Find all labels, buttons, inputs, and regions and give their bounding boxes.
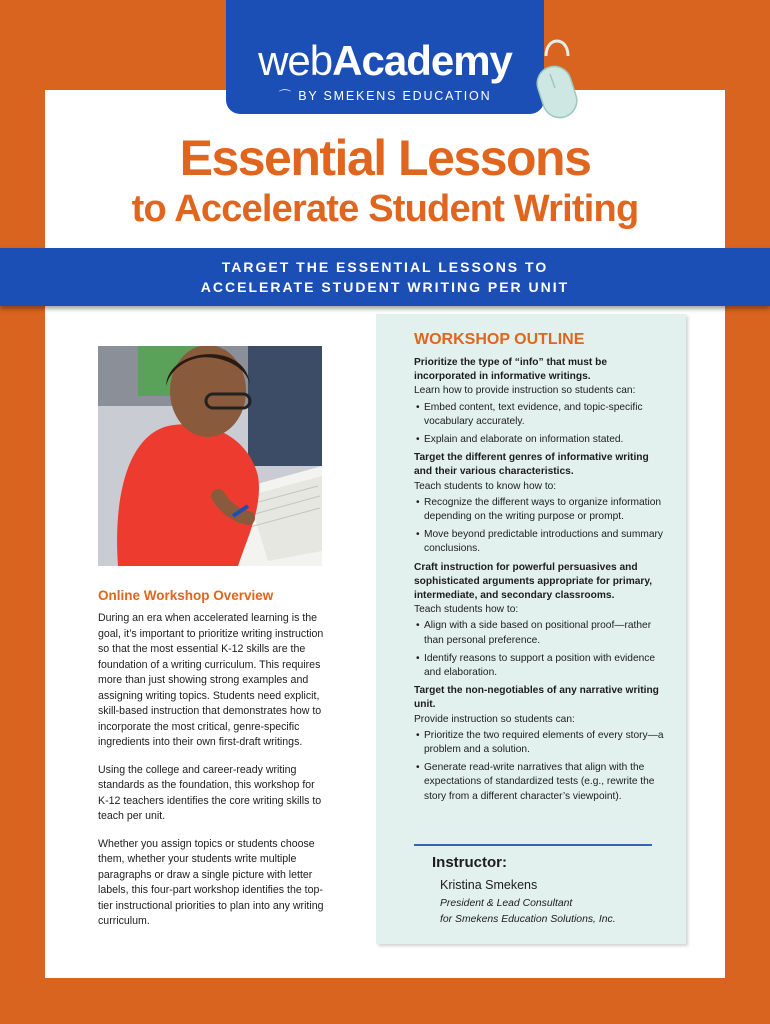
webacademy-logo — [226, 0, 544, 114]
overview-heading: Online Workshop Overview — [98, 588, 274, 603]
banner-line-2: ACCELERATE STUDENT WRITING PER UNIT — [200, 279, 570, 295]
overview-section — [98, 588, 326, 942]
outline-section — [414, 451, 664, 556]
section-intro: Learn how to provide instruction so students can: — [414, 385, 636, 397]
divider — [414, 844, 652, 846]
outline-heading: WORKSHOP OUTLINE — [414, 331, 585, 348]
student-writing-photo — [98, 346, 322, 566]
outline-section — [414, 356, 664, 447]
list-item: • Align with a side based on positional proof—rather than personal preference. — [414, 619, 664, 647]
instructor-role: President & Lead Consultant for Smekens Education Solutions, Inc. — [440, 898, 616, 925]
instructor-name: Kristina Smekens — [440, 878, 538, 892]
logo-web-text: web — [258, 37, 333, 84]
section-heading: Target the non-negotiables of any narrative writing unit. — [414, 685, 659, 711]
overview-paragraph: During an era when accelerated learning is the goal, it’s important to prioritize writing instruction so that the most essential K-12 skills are the foundation of a writing curriculum. This requires more than just showing strong examples and assigning writing topics. Students need explicit, skill-based instruction that demonstrates how to incorporate the most critical, genre-specific ingredients into their own first-draft writings. — [98, 612, 324, 748]
list-item: • Recognize the different ways to organize information depending on the writing purpose or prompt. — [414, 496, 664, 524]
outline-body — [414, 356, 664, 808]
section-intro: Provide instruction so students can: — [414, 713, 575, 725]
section-intro: Teach students to know how to: — [414, 480, 557, 492]
logo-academy-text: Academy — [332, 37, 512, 84]
logo-subtitle: ⌒ BY SMEKENS EDUCATION — [278, 89, 492, 103]
section-intro: Teach students how to: — [414, 604, 519, 616]
section-heading: Target the different genres of informative writing and their various characteristics. — [414, 452, 649, 478]
section-heading: Craft instruction for powerful persuasives and sophisticated arguments appropriate for primary, intermediate, and secondary classrooms. — [414, 561, 653, 602]
outline-section — [414, 561, 664, 681]
workshop-outline-panel — [376, 314, 686, 944]
section-heading: Prioritize the type of “info” that must be incorporated in informative writings. — [414, 357, 608, 383]
target-banner — [0, 248, 770, 306]
main-title: Essential Lessons — [179, 130, 591, 186]
list-item: • Prioritize the two required elements of every story—a problem and a solution. — [414, 729, 664, 757]
state-outline-icon: ⌒ — [278, 89, 293, 103]
computer-mouse-icon — [532, 26, 584, 122]
overview-paragraph: Whether you assign topics or students choose them, whether your students write multiple paragraphs or draw a single picture with letter labels, this four-part workshop identifies the top-tier instructional priorities to plan into any writing curriculum. — [98, 837, 324, 927]
list-item: • Identify reasons to support a position with evidence and elaboration. — [414, 652, 664, 680]
list-item: • Embed content, text evidence, and topic-specific vocabulary accurately. — [414, 401, 664, 429]
list-item: • Move beyond predictable introductions and summary conclusions. — [414, 528, 664, 556]
list-item: • Generate read-write narratives that align with the expectations of standardized tests (e.g., rewrite the story from a different character’s viewpoint). — [414, 761, 664, 804]
main-subtitle: to Accelerate Student Writing — [131, 188, 639, 230]
overview-paragraph: Using the college and career-ready writing standards as the foundation, this workshop for K-12 teachers identifies the core writing skills to teach per unit. — [98, 763, 322, 822]
outline-section — [414, 684, 664, 804]
instructor-label: Instructor: — [432, 854, 507, 871]
list-item: • Explain and elaborate on information stated. — [414, 433, 664, 447]
banner-line-1: TARGET THE ESSENTIAL LESSONS TO — [221, 259, 549, 275]
